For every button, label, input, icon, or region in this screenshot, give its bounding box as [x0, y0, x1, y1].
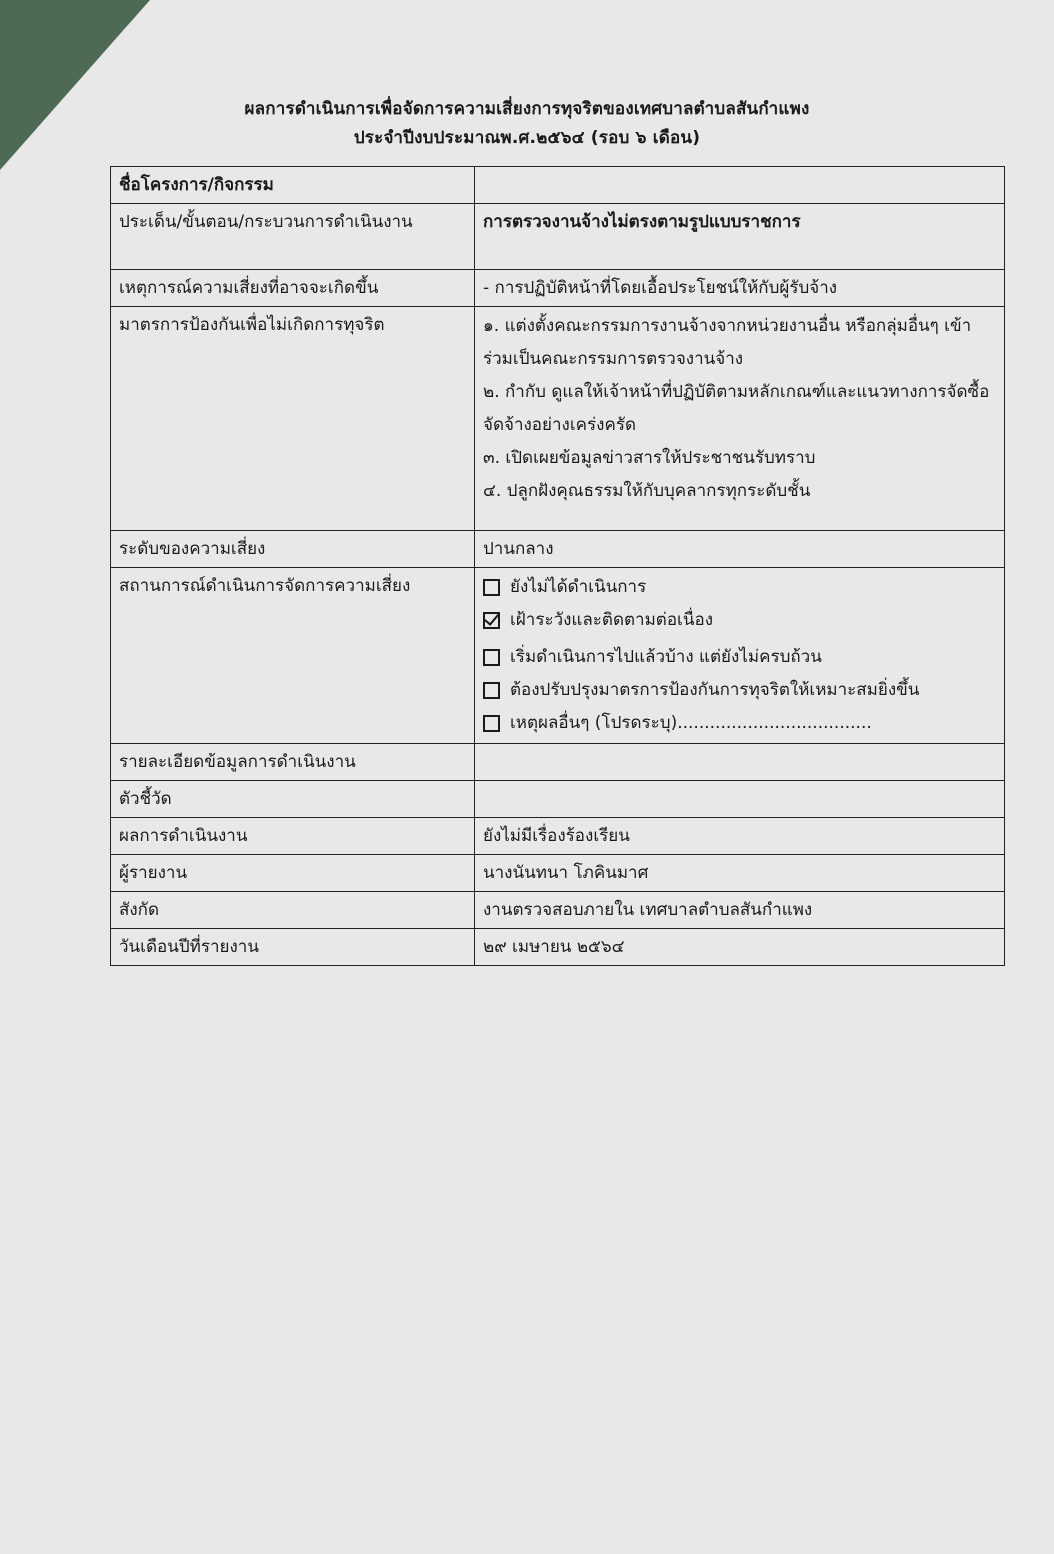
label-issue: ประเด็น/ขั้นตอน/กระบวนการดำเนินงาน — [111, 204, 475, 270]
row-status — [111, 568, 1005, 744]
measure-line: ๑. แต่งตั้งคณะกรรมการงานจ้างจากหน่วยงานอื่น หรือกลุ่มอื่นๆ เข้า — [483, 316, 972, 336]
value-reporter: นางนันทนา โภคินมาศ — [475, 855, 1005, 892]
value-affiliation: งานตรวจสอบภายใน เทศบาลตำบลสันกำแพง — [475, 892, 1005, 929]
status-option — [483, 674, 996, 707]
row-indicator — [111, 781, 1005, 818]
label-indicator: ตัวชี้วัด — [111, 781, 475, 818]
label-project: ชื่อโครงการ/กิจกรรม — [111, 167, 475, 204]
checkbox-icon[interactable] — [483, 579, 500, 596]
status-option — [483, 641, 996, 674]
row-report-date — [111, 929, 1005, 966]
value-result: ยังไม่มีเรื่องร้องเรียน — [475, 818, 1005, 855]
row-issue — [111, 204, 1005, 270]
label-risk-event: เหตุการณ์ความเสี่ยงที่อาจจะเกิดขึ้น — [111, 270, 475, 307]
status-option — [483, 604, 996, 637]
row-risk-level — [111, 531, 1005, 568]
label-affiliation: สังกัด — [111, 892, 475, 929]
document-title: ผลการดำเนินการเพื่อจัดการความเสี่ยงการทุจริตของเทศบาลตำบลสันกำแพง — [244, 99, 810, 119]
measure-line: ๔. ปลูกฝังคุณธรรมให้กับบุคลากรทุกระดับชั้น — [483, 481, 811, 501]
checkbox-icon[interactable] — [483, 715, 500, 732]
checkbox-icon[interactable] — [483, 682, 500, 699]
measure-line: ๒. กำกับ ดูแลให้เจ้าหน้าที่ปฏิบัติตามหลักเกณฑ์และแนวทางการจัดซื้อ — [483, 382, 990, 402]
row-risk-event — [111, 270, 1005, 307]
risk-report-table — [110, 166, 1005, 966]
row-reporter — [111, 855, 1005, 892]
value-indicator — [475, 781, 1005, 818]
status-option-label: เฝ้าระวังและติดตามต่อเนื่อง — [510, 610, 713, 630]
value-risk-level: ปานกลาง — [475, 531, 1005, 568]
row-affiliation — [111, 892, 1005, 929]
value-details — [475, 744, 1005, 781]
label-reporter: ผู้รายงาน — [111, 855, 475, 892]
value-issue: การตรวจงานจ้างไม่ตรงตามรูปแบบราชการ — [475, 204, 1005, 270]
measure-line: ๓. เปิดเผยข้อมูลข่าวสารให้ประชาชนรับทราบ — [483, 448, 816, 468]
checkbox-icon[interactable] — [483, 649, 500, 666]
value-project — [475, 167, 1005, 204]
status-option-label: เริ่มดำเนินการไปแล้วบ้าง แต่ยังไม่ครบถ้วน — [510, 647, 822, 667]
value-status — [475, 568, 1005, 744]
status-option-label: ต้องปรับปรุงมาตรการป้องกันการทุจริตให้เหมาะสมยิ่งขึ้น — [510, 680, 920, 700]
status-option — [483, 707, 996, 740]
label-details: รายละเอียดข้อมูลการดำเนินงาน — [111, 744, 475, 781]
value-prevention — [475, 307, 1005, 531]
status-option-label: ยังไม่ได้ดำเนินการ — [510, 577, 647, 597]
label-risk-level: ระดับของความเสี่ยง — [111, 531, 475, 568]
row-prevention — [111, 307, 1005, 531]
row-details — [111, 744, 1005, 781]
checked-checkbox-icon[interactable] — [483, 612, 500, 629]
row-project — [111, 167, 1005, 204]
label-report-date: วันเดือนปีที่รายงาน — [111, 929, 475, 966]
value-risk-event: - การปฏิบัติหน้าที่โดยเอื้อประโยชน์ให้กับผู้รับจ้าง — [475, 270, 1005, 307]
document-subtitle: ประจำปีงบประมาณพ.ศ.๒๕๖๔ (รอบ ๖ เดือน) — [353, 128, 701, 148]
value-report-date: ๒๙ เมษายน ๒๕๖๔ — [475, 929, 1005, 966]
label-prevention: มาตรการป้องกันเพื่อไม่เกิดการทุจริต — [111, 307, 475, 531]
label-result: ผลการดำเนินงาน — [111, 818, 475, 855]
measure-line: จัดจ้างอย่างเคร่งครัด — [483, 415, 636, 435]
row-result — [111, 818, 1005, 855]
measure-line: ร่วมเป็นคณะกรรมการตรวจงานจ้าง — [483, 349, 744, 369]
status-option — [483, 571, 996, 604]
label-status: สถานการณ์ดำเนินการจัดการความเสี่ยง — [111, 568, 475, 744]
status-option-label: เหตุผลอื่นๆ (โปรดระบุ).................................... — [510, 713, 872, 733]
